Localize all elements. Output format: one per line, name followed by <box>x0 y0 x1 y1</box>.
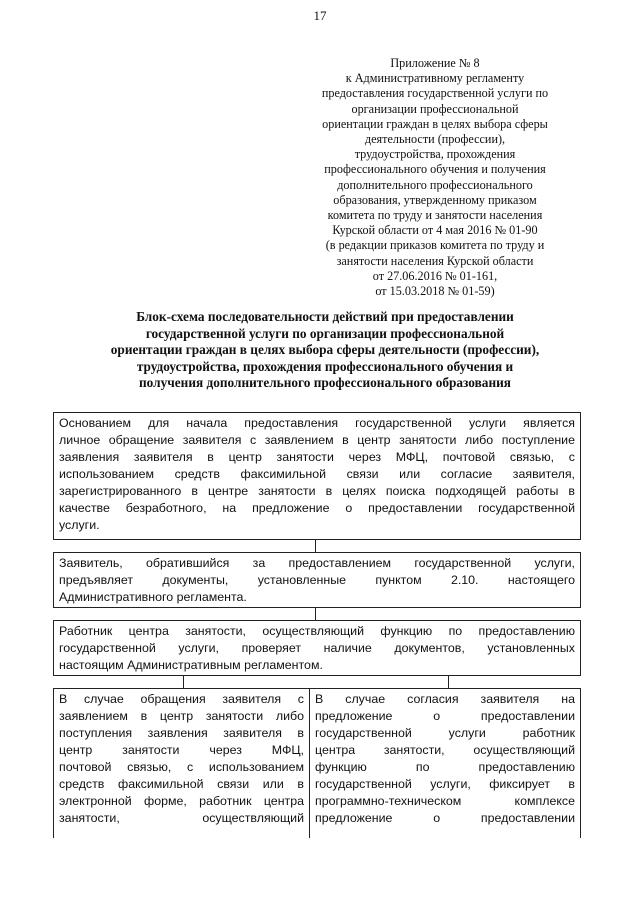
annex-line: дополнительного профессионального <box>337 177 533 192</box>
annex-line: от 27.06.2016 № 01-161, <box>372 268 498 283</box>
box-text-line: предложение о предоставлении <box>315 709 575 723</box>
title-line: государственной услуги по организации профессиональной <box>145 325 505 341</box>
flowchart-box-basis <box>53 412 581 540</box>
box-text-line: предъявляет документы, установленные пунктом 2.10. настоящего <box>59 573 575 587</box>
flowchart-box-documents <box>53 552 581 608</box>
box-text-line: средств факсимильной связи или в <box>59 777 304 791</box>
box-text-line: настоящим Административным регламентом. <box>59 658 323 672</box>
annex-line: ориентации граждан в целях выбора сферы <box>322 116 548 131</box>
box-text-line: Административного регламента. <box>59 590 247 604</box>
flowchart-box-check <box>53 620 581 676</box>
page-number: 17 <box>313 8 327 23</box>
title-line: ориентации граждан в целях выбора сферы деятельности (профессии), <box>110 342 540 358</box>
box-text-line: государственной услуги, фиксирует в <box>315 777 575 791</box>
annex-line: Курской области от 4 мая 2016 № 01-90 <box>332 223 538 238</box>
annex-line: (в редакции приказов комитета по труду и <box>325 238 545 253</box>
annex-line: Приложение № 8 <box>390 56 480 70</box>
annex-line: предоставления государственной услуги по <box>321 86 549 101</box>
annex-line: организации профессиональной <box>351 101 519 116</box>
box-text-line: предложение о предоставлении <box>315 811 575 825</box>
box-text-line: услуги. <box>59 518 100 532</box>
box-text-line: занятости, осуществляющий <box>59 811 304 825</box>
box-text-line: В случае обращения заявителя с <box>59 692 304 706</box>
annex-line: занятости населения Курской области <box>336 253 534 268</box>
box-text-line: почтовой связью, с использованием <box>59 760 304 774</box>
annex-header <box>300 56 570 299</box>
box-text-line: поступления заявления заявителя в <box>59 726 304 740</box>
title-line: Блок-схема последовательности действий при предоставлении <box>136 309 514 324</box>
connector-line <box>315 540 316 552</box>
box-text-line: Основанием для начала предоставления государственной услуги является <box>59 416 575 430</box>
connector-line-right <box>448 676 449 688</box>
box-text-line: личное обращение заявителя с заявлением в центр занятости либо поступление <box>59 433 575 447</box>
document-title <box>60 309 590 392</box>
annex-line: деятельности (профессии), <box>364 132 506 147</box>
box-text-line: государственной услуги, проверяет наличие документов, установленных <box>59 641 575 655</box>
annex-line: трудоустройства, прохождения <box>354 147 516 162</box>
annex-line: от 15.03.2018 № 01-59) <box>375 284 495 299</box>
box-text-line: центра занятости, осуществляющий <box>315 743 575 757</box>
flowchart-box-application-case <box>53 688 310 838</box>
box-text-line: электронной форме, работник центра <box>59 794 304 808</box>
annex-line: к Административному регламенту <box>345 71 525 86</box>
box-text-line: Работник центра занятости, осуществляющий функцию по предоставлению <box>59 624 575 638</box>
box-text-line: государственной услуги работник <box>315 726 575 740</box>
connector-line <box>315 608 316 620</box>
connector-line-left <box>183 676 184 688</box>
box-text-line: Заявитель, обратившийся за предоставлением государственной услуги, <box>59 556 575 570</box>
box-text-line: функцию по предоставлению <box>315 760 575 774</box>
title-line: трудоустройства, прохождения профессионального обучения и <box>136 358 514 374</box>
box-text-line: заявлением в центр занятости либо <box>59 709 304 723</box>
annex-line: образования, утвержденному приказом <box>333 192 537 207</box>
box-text-line: использованием средств факсимильной связи или согласие заявителя, <box>59 467 575 481</box>
annex-line: профессионального обучения и получения <box>324 162 546 177</box>
flowchart-box-consent-case <box>309 688 581 838</box>
annex-line: комитета по труду и занятости населения <box>327 208 543 223</box>
box-text-line: зарегистрированного в центре занятости в целях поиска подходящей работы в <box>59 484 575 498</box>
title-line: получения дополнительного профессионального образования <box>139 375 511 391</box>
box-text-line: программно-техническом комплексе <box>315 794 575 808</box>
box-text-line: центр занятости через МФЦ, <box>59 743 304 757</box>
box-text-line: В случае согласия заявителя на <box>315 692 575 706</box>
box-text-line: заявления заявителя в центр занятости через МФЦ, почтовой связью, с <box>59 450 575 464</box>
box-text-line: качестве безработного, на предложение о предоставлении государственной <box>59 501 575 515</box>
